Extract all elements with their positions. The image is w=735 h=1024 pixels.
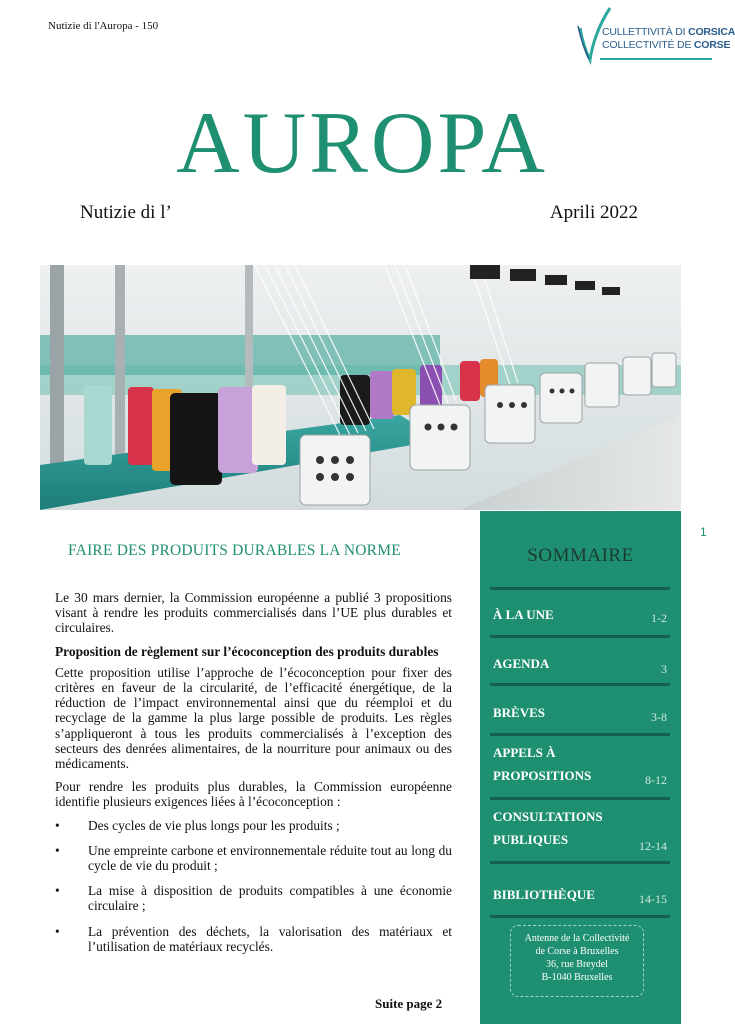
masthead-subtitle: Nutizie di l’	[80, 202, 172, 223]
list-item: • La mise à disposition de produits compatibles à une économie circulaire ;	[55, 883, 452, 914]
sommaire-item-consultations[interactable]: CONSULTATIONS PUBLIQUES 12-14	[493, 809, 667, 853]
divider	[490, 861, 670, 864]
continued-label: Suite page 2	[375, 996, 443, 1011]
divider	[490, 683, 670, 686]
article-title: FAIRE DES PRODUITS DURABLES LA NORME	[68, 542, 401, 559]
list-item: • Une empreinte carbone et environnementale réduite tout au long du cycle de vie du produit ;	[55, 842, 452, 874]
sommaire-item-appels[interactable]: APPELS À PROPOSITIONS 8-12	[493, 745, 667, 787]
sommaire-item-a-la-une[interactable]: À LA UNE 1-2	[493, 607, 667, 625]
article-paragraph: Pour rendre les produits plus durables, la Commission européenne identifie plusieurs exigences liées à l’écoconception :	[55, 779, 452, 810]
address-box: Antenne de la Collectivité de Corse à Bruxelles 36, rue Breydel B-1040 Bruxelles	[510, 925, 644, 997]
logo-underline	[600, 58, 712, 60]
divider	[490, 797, 670, 800]
sommaire-item-breves[interactable]: BRÈVES 3-8	[493, 705, 667, 724]
article-heading: Proposition de règlement sur l’écoconception des produits durables	[55, 643, 439, 659]
article-paragraph: Cette proposition utilise l’approche de l’écoconception pour fixer des critères en faveur de la circularité, de l’efficacité énergétique, de la réduction de l’impact environnemental ainsi que du réemploi et du recyclage de la gamme la plus large possible de produits. Les règles s’appliqueront à tous les produits commercialisés à l’exception des secteurs des denrées alimentaires, de la nourriture pour animaux ou des médicaments.	[55, 664, 452, 772]
divider	[490, 915, 670, 918]
list-item: • La prévention des déchets, la valorisation des matériaux et l’utilisation de matériaux recyclés.	[55, 923, 452, 954]
masthead-title: AUROPA	[176, 95, 548, 192]
sommaire-title: SOMMAIRE	[527, 545, 634, 566]
requirements-list	[55, 818, 452, 954]
bullet-icon: •	[55, 817, 60, 833]
article-body	[55, 590, 452, 964]
issue-label: Nutizie di l'Auropa - 150	[48, 20, 159, 32]
article-intro: Le 30 mars dernier, la Commission européenne a publié 3 propositions visant à rendre les produits commercialisés dans l’UE plus durables et circulaires.	[55, 590, 452, 636]
bullet-icon: •	[55, 923, 60, 939]
divider	[490, 635, 670, 638]
embroidery-machines-photo	[40, 265, 681, 510]
page-number: 1	[700, 525, 707, 539]
sommaire-item-bibliotheque[interactable]: BIBLIOTHÈQUE 14-15	[493, 887, 667, 906]
issue-date: Aprili 2022	[549, 202, 638, 223]
divider	[490, 587, 670, 590]
collectivite-de-corse-logo: CULLETTIVITÀ DI CORSICA COLLECTIVITÉ DE CORSE	[574, 6, 714, 66]
sommaire-sidebar	[480, 511, 681, 1024]
list-item: • Des cycles de vie plus longs pour les produits ;	[55, 817, 340, 833]
bullet-icon: •	[55, 883, 60, 899]
sommaire-item-agenda[interactable]: AGENDA 3	[493, 656, 667, 676]
divider	[490, 733, 670, 736]
bullet-icon: •	[55, 842, 60, 858]
